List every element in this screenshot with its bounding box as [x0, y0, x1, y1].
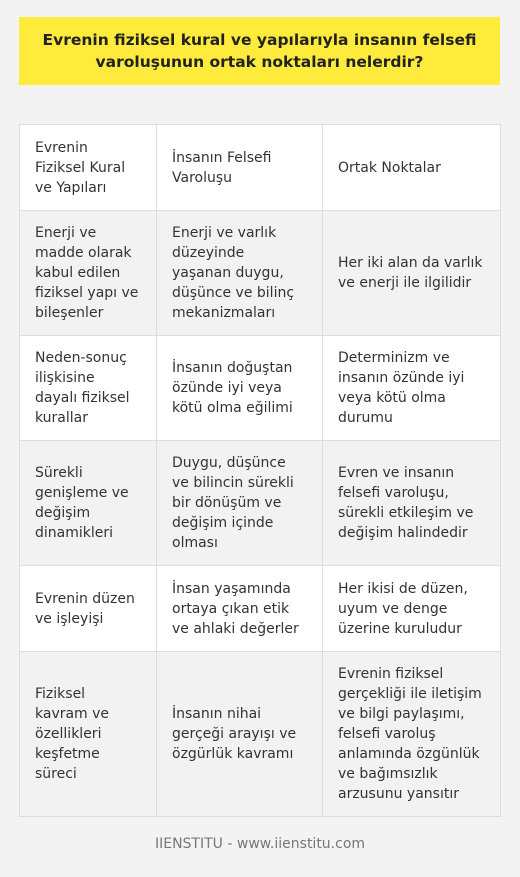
header-cell-philosophical: İnsanın Felsefi Varoluşu	[157, 125, 323, 211]
title-banner	[19, 17, 500, 85]
table-cell: Enerji ve madde olarak kabul edilen fiziksel yapı ve bileşenler	[20, 211, 157, 336]
comparison-table-container	[19, 124, 500, 817]
table-row	[20, 336, 501, 441]
table-cell: Neden-sonuç ilişkisine dayalı fiziksel kurallar	[20, 336, 157, 441]
table-cell: İnsanın nihai gerçeği arayışı ve özgürlük kavramı	[157, 652, 323, 817]
table-cell: Duygu, düşünce ve bilincin sürekli bir dönüşüm ve değişim içinde olması	[157, 441, 323, 566]
table-cell: Evrenin düzen ve işleyişi	[20, 566, 157, 652]
table-header-row	[20, 125, 501, 211]
table-cell: İnsan yaşamında ortaya çıkan etik ve ahlaki değerler	[157, 566, 323, 652]
table-row	[20, 566, 501, 652]
table-cell: İnsanın doğuştan özünde iyi veya kötü olma eğilimi	[157, 336, 323, 441]
table-row	[20, 441, 501, 566]
table-cell: Her ikisi de düzen, uyum ve denge üzerine kuruludur	[323, 566, 501, 652]
table-cell: Evren ve insanın felsefi varoluşu, sürekli etkileşim ve değişim halindedir	[323, 441, 501, 566]
table-cell: Enerji ve varlık düzeyinde yaşanan duygu, düşünce ve bilinç mekanizmaları	[157, 211, 323, 336]
table-cell: Evrenin fiziksel gerçekliği ile iletişim ve bilgi paylaşımı, felsefi varoluş anlamında özgünlük ve bağımsızlık arzusunu yansıtır	[323, 652, 501, 817]
table-cell: Fiziksel kavram ve özellikleri keşfetme süreci	[20, 652, 157, 817]
table-row	[20, 652, 501, 817]
comparison-table	[19, 124, 501, 817]
table-cell: Sürekli genişleme ve değişim dinamikleri	[20, 441, 157, 566]
page-title: Evrenin fiziksel kural ve yapılarıyla insanın felsefi varoluşunun ortak noktaları nelerdir?	[42, 31, 477, 71]
table-cell: Her iki alan da varlık ve enerji ile ilgilidir	[323, 211, 501, 336]
header-cell-physical: Evrenin Fiziksel Kural ve Yapıları	[20, 125, 157, 211]
header-cell-common: Ortak Noktalar	[323, 125, 501, 211]
footer-credit: IIENSTITU - www.iienstitu.com	[154, 836, 366, 852]
table-row	[20, 211, 501, 336]
table-cell: Determinizm ve insanın özünde iyi veya kötü olma durumu	[323, 336, 501, 441]
